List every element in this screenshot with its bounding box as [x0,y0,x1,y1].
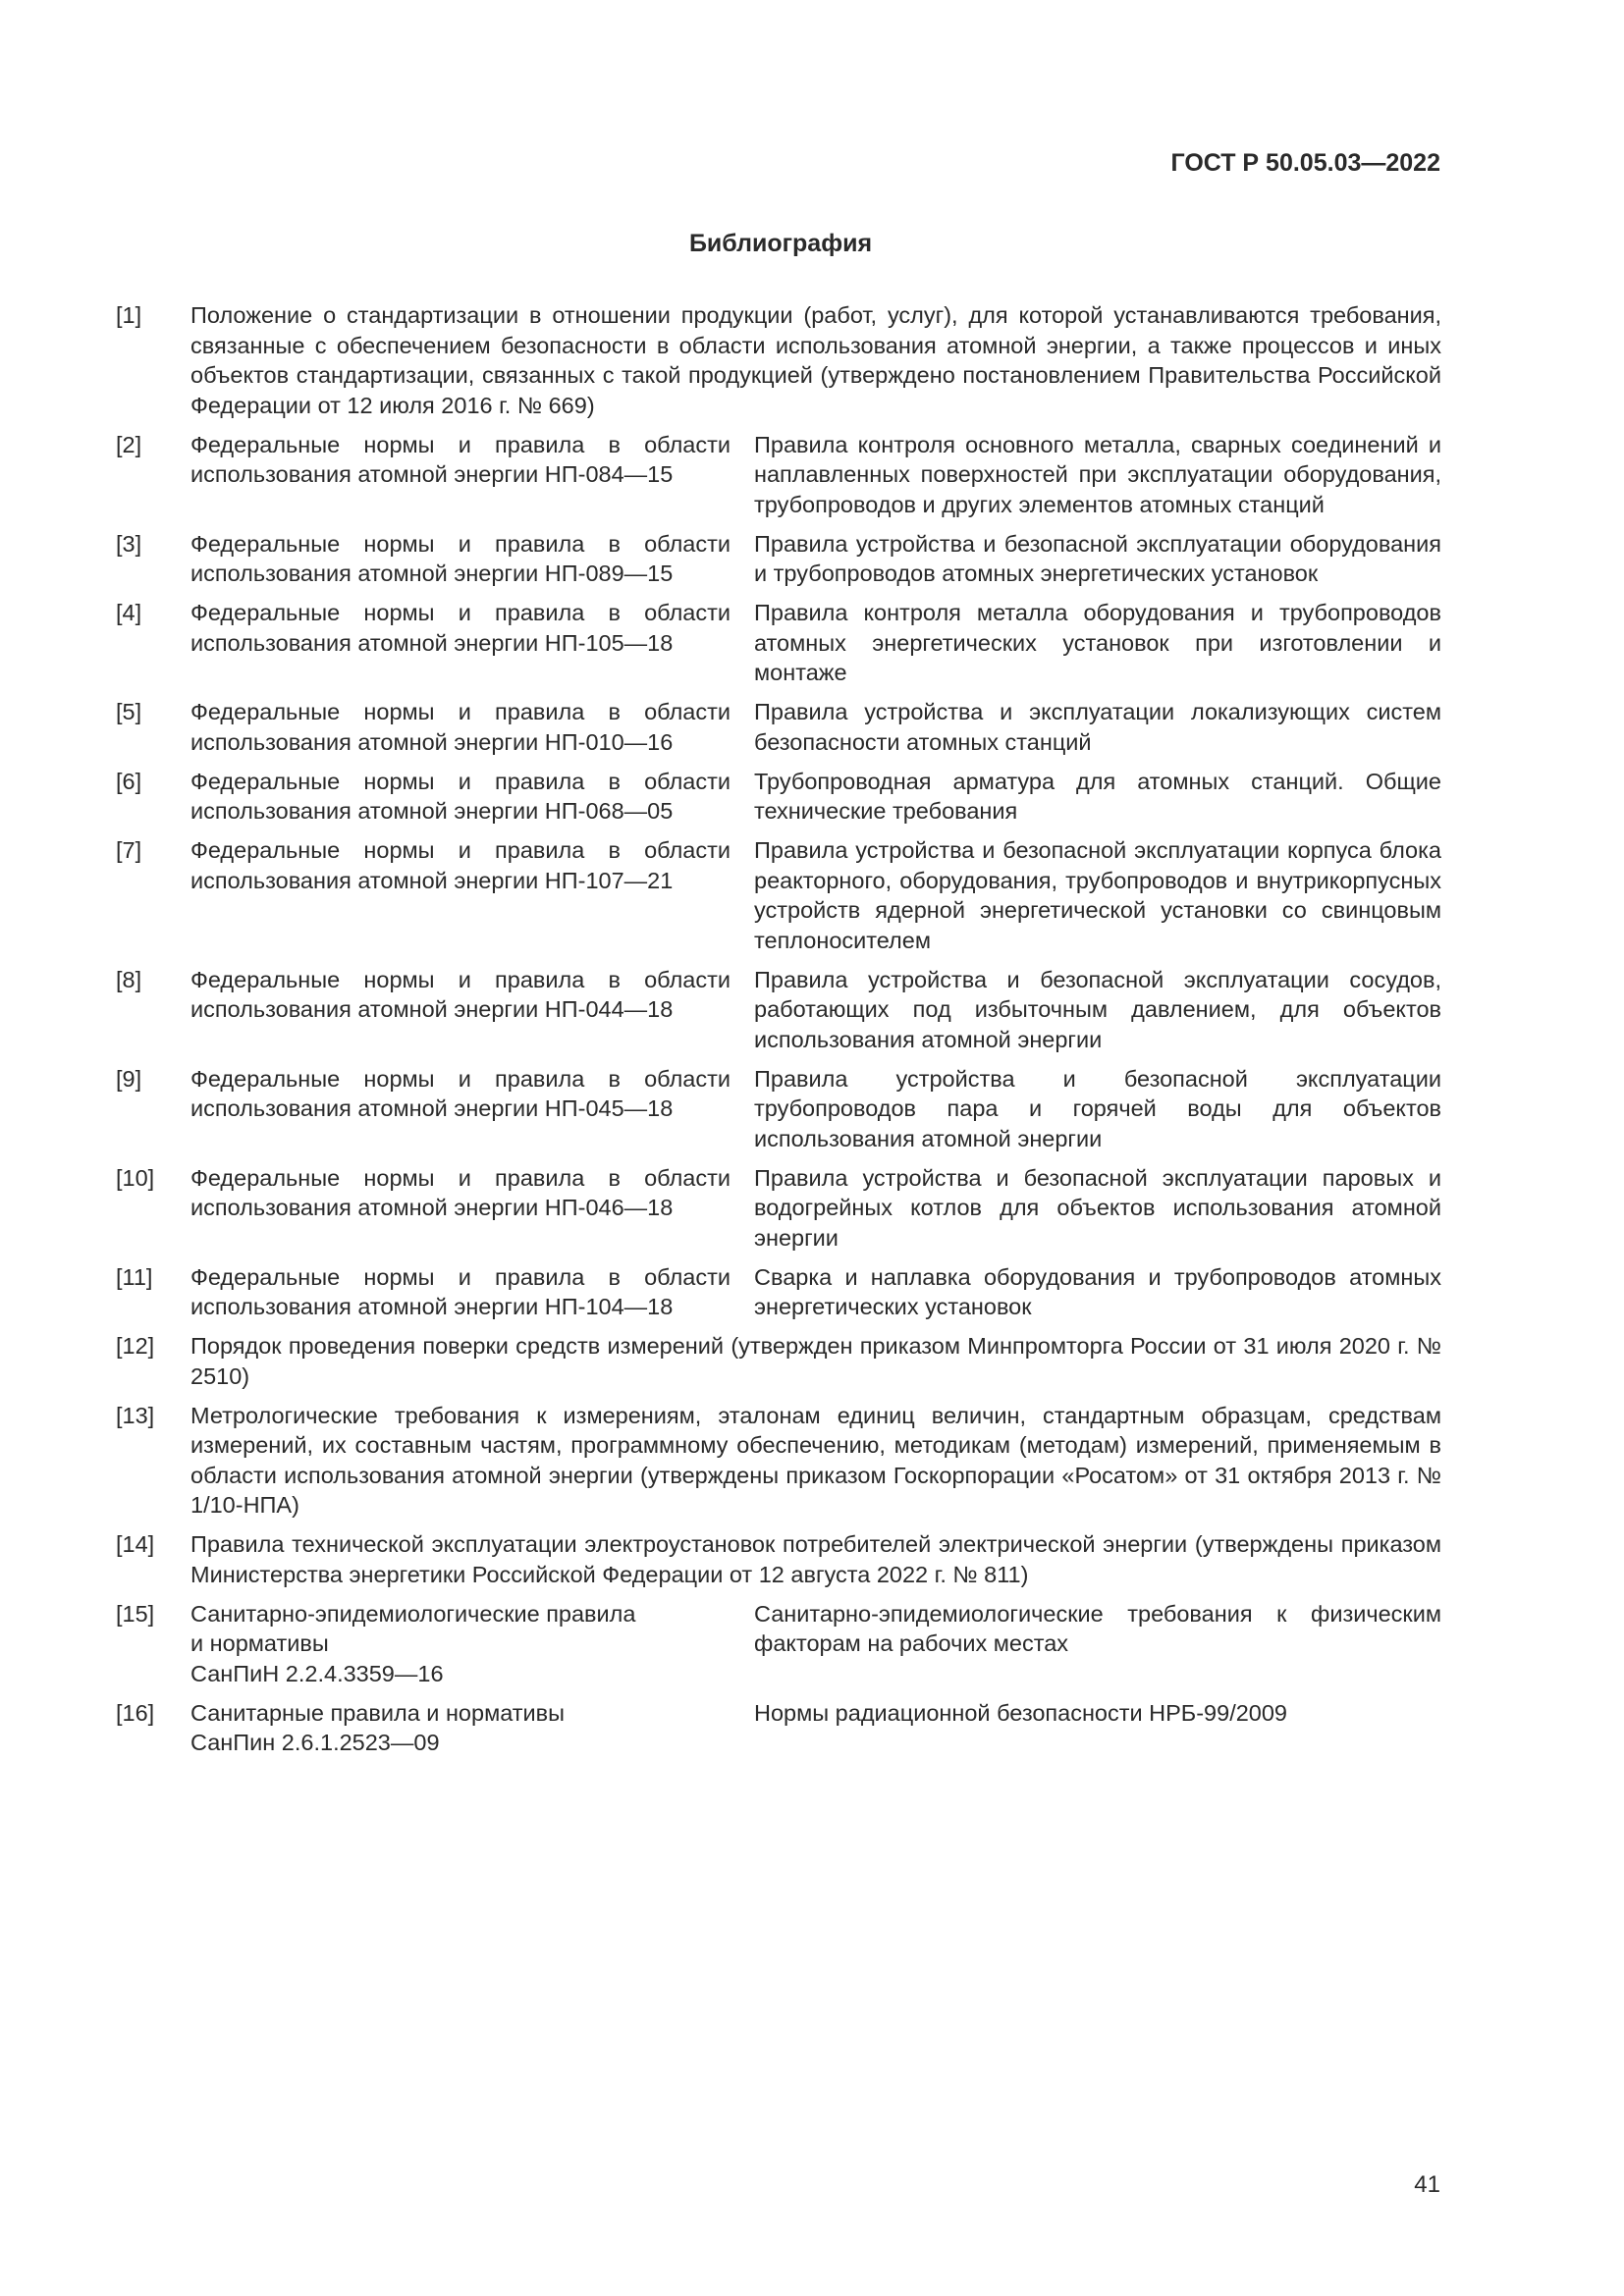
bibliography-entry-13 [116,1401,1441,1521]
entry-source: Федеральные нормы и правила в области использования атомной энергии НП-084—15 [190,431,731,487]
entry-number: [8] [116,966,142,992]
entry-text: Правила технической эксплуатации электроустановок потребителей электрической энергии (утверждены приказом Министерства энергетики Российской Федерации от 12 августа 2022 г. № 811) [190,1531,1441,1587]
bibliography-entry-15 [116,1599,1441,1689]
entry-source-line: СанПин 2.6.1.2523—09 [190,1730,440,1755]
entry-text: Порядок проведения поверки средств измерений (утвержден приказом Минпромторга России от 31 июля 2020 г. № 2510) [190,1333,1441,1389]
entry-title: Нормы радиационной безопасности НРБ-99/2009 [754,1699,1288,1726]
entry-source: Федеральные нормы и правила в области использования атомной энергии НП-104—18 [190,1263,731,1319]
entry-source-line: Санитарные правила и нормативы [190,1699,566,1726]
entry-number: [11] [116,1263,153,1290]
entry-source: Федеральные нормы и правила в области использования атомной энергии НП-044—18 [190,966,731,1022]
entry-number: [13] [116,1402,155,1428]
bibliography-entry-1 [116,300,1441,420]
entry-title: Правила устройства и эксплуатации локализующих систем безопасности атомных станций [754,699,1441,755]
entry-title: Санитарно-эпидемиологические требования к физическим факторам на рабочих местах [754,1600,1441,1656]
bibliography-entry-10 [116,1163,1441,1254]
entry-source [190,1698,731,1758]
entry-text: Метрологические требования к измерениям, эталонам единиц величин, стандартным образцам, средствам измерений, их составным частям, программному обеспечению, методикам (методам) измерений, применяемым в области использования атомной энергии (утверждены приказом Госкорпорации «Росатом» от 31 октября 2013 г. № 1/10-НПА) [190,1402,1441,1518]
entry-source: Федеральные нормы и правила в области использования атомной энергии НП-045—18 [190,1065,731,1121]
entry-number: [3] [116,530,142,557]
entry-text: Положение о стандартизации в отношении продукции (работ, услуг), для которой устанавливаются требования, связанные с обеспечением безопасности в области использования атомной энергии, а также процессов и иных объектов стандартизации, связанных с такой продукцией (утверждено постановлением Правительства Российской Федерации от 12 июля 2016 г. № 669) [190,302,1441,418]
entry-title: Правила устройства и безопасной эксплуатации паровых и водогрейных котлов для объектов использования атомной энергии [754,1164,1441,1251]
entry-title: Правила контроля металла оборудования и трубопроводов атомных энергетических установок при изготовлении и монтаже [754,600,1441,685]
entry-number: [12] [116,1333,155,1359]
entry-source: Федеральные нормы и правила в области использования атомной энергии НП-089—15 [190,530,731,586]
entry-source-line: и нормативы [190,1630,329,1656]
entry-source: Федеральные нормы и правила в области использования атомной энергии НП-010—16 [190,699,731,755]
entry-title: Правила устройства и безопасной эксплуатации корпуса блока реакторного, оборудования, трубопроводов и внутрикорпусных устройств ядерной энергетической установки со свинцовым теплоносителем [754,837,1441,953]
entry-source: Федеральные нормы и правила в области использования атомной энергии НП-107—21 [190,837,731,893]
entry-source-line: СанПиН 2.2.4.3359—16 [190,1660,444,1686]
entry-number: [15] [116,1600,155,1627]
entry-number: [6] [116,768,142,794]
entry-number: [14] [116,1531,155,1557]
bibliography-entry-6 [116,767,1441,827]
entry-source [190,1599,731,1689]
entry-number: [16] [116,1699,155,1726]
entry-title: Правила устройства и безопасной эксплуатации трубопроводов пара и горячей воды для объектов использования атомной энергии [754,1065,1441,1151]
entry-source: Федеральные нормы и правила в области использования атомной энергии НП-068—05 [190,768,731,824]
entry-number: [4] [116,600,142,625]
entry-title: Сварка и наплавка оборудования и трубопроводов атомных энергетических установок [754,1263,1441,1319]
bibliography-entry-11 [116,1262,1441,1322]
entry-number: [1] [116,302,142,328]
entry-number: [10] [116,1164,155,1191]
entry-source: Федеральные нормы и правила в области использования атомной энергии НП-046—18 [190,1164,731,1220]
entry-title: Трубопроводная арматура для атомных станций. Общие технические требования [754,768,1441,824]
bibliography-entry-14 [116,1529,1441,1589]
bibliography-entry-3 [116,529,1441,589]
entry-title: Правила устройства и безопасной эксплуатации сосудов, работающих под избыточным давлением, для объектов использования атомной энергии [754,966,1441,1052]
bibliography-entry-12 [116,1331,1441,1391]
document-code: ГОСТ Р 50.05.03—2022 [1170,149,1440,177]
bibliography-entry-4 [116,598,1441,688]
entry-title: Правила устройства и безопасной эксплуатации оборудования и трубопроводов атомных энергетических установок [754,530,1441,586]
entry-number: [5] [116,699,142,724]
bibliography-entry-2 [116,430,1441,520]
page-title: Библиография [688,230,873,257]
bibliography-entry-9 [116,1064,1441,1154]
entry-title: Правила контроля основного металла, сварных соединений и наплавленных поверхностей при эксплуатации оборудования, трубопроводов и других элементов атомных станций [754,431,1441,517]
bibliography-list [116,300,1441,1767]
bibliography-entry-7 [116,835,1441,955]
entry-source-line: Санитарно-эпидемиологические правила [190,1600,636,1627]
bibliography-entry-16 [116,1698,1441,1758]
entry-number: [2] [116,431,142,457]
bibliography-entry-8 [116,965,1441,1055]
entry-source: Федеральные нормы и правила в области использования атомной энергии НП-105—18 [190,600,731,656]
entry-number: [7] [116,837,142,863]
page-number: 41 [1414,2171,1440,2198]
entry-number: [9] [116,1065,142,1092]
bibliography-entry-5 [116,697,1441,757]
